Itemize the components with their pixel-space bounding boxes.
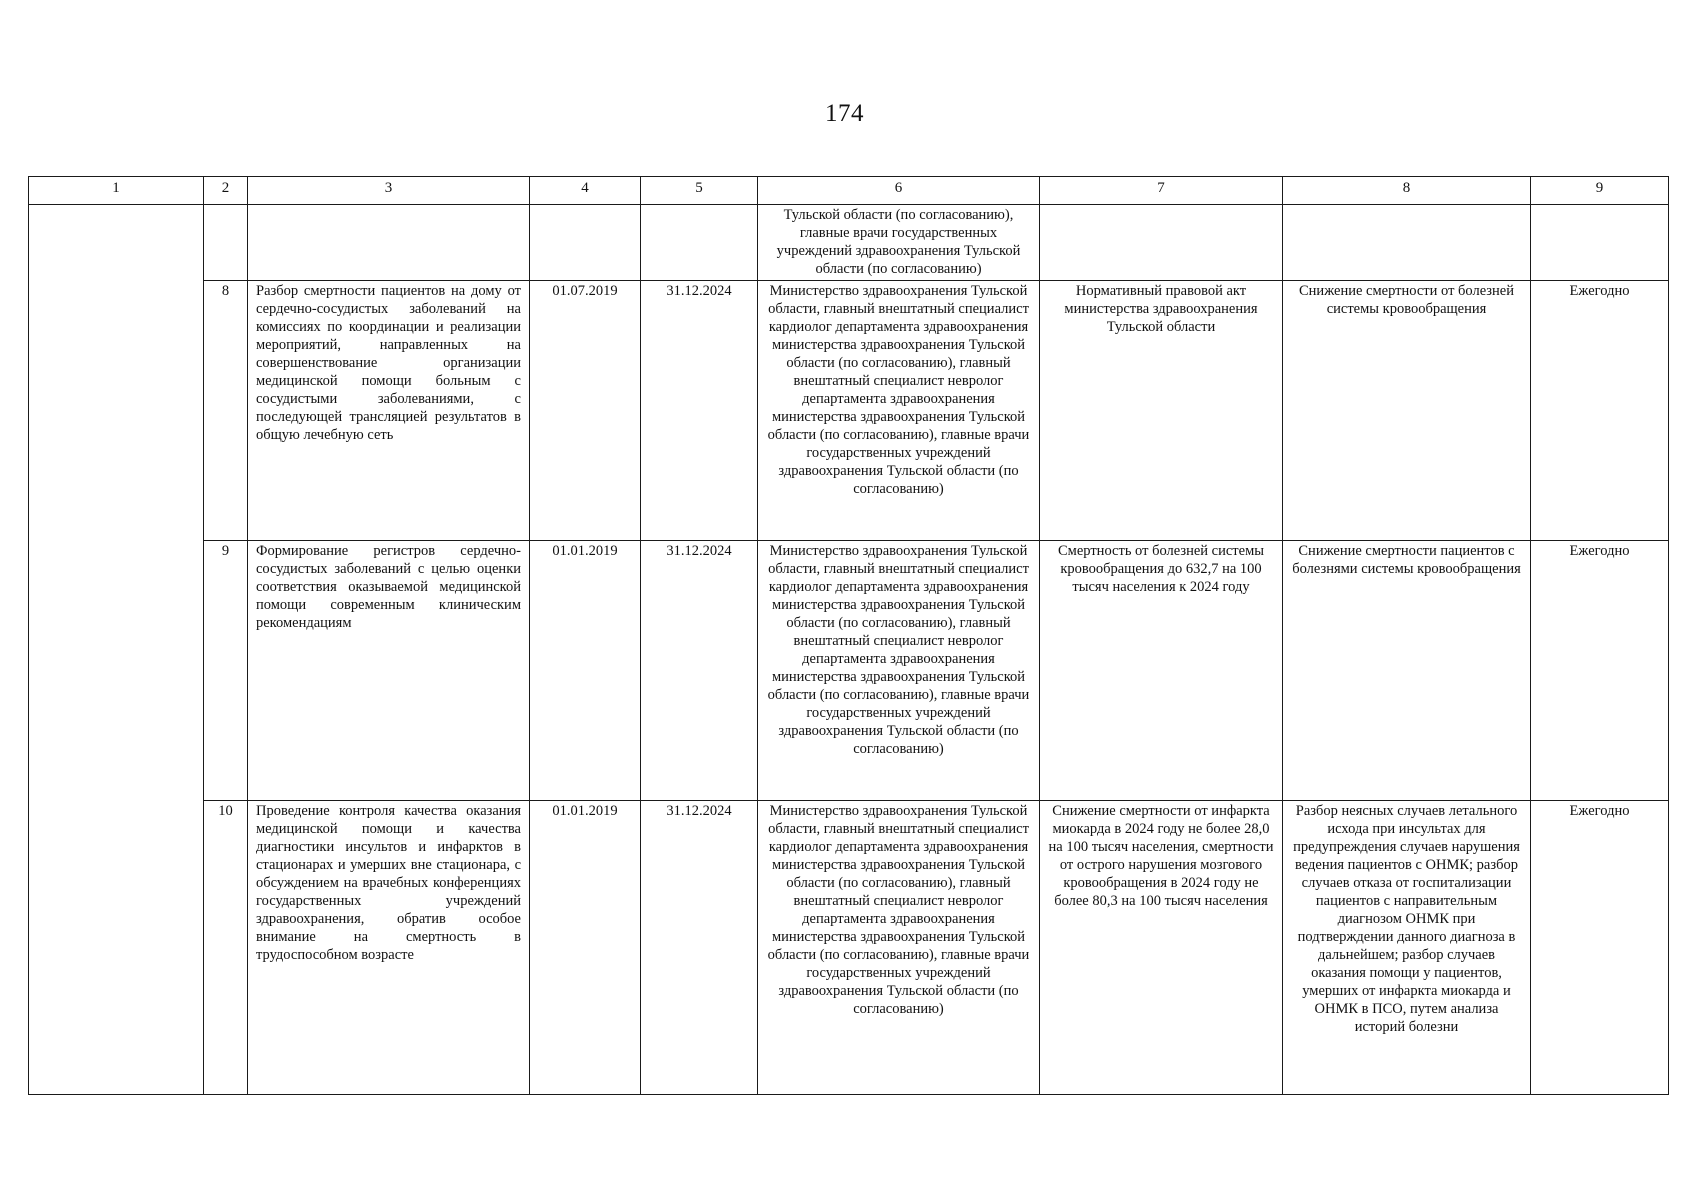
header-col-9: 9 (1531, 177, 1669, 205)
cell-responsible: Министерство здравоохранения Тульской области, главный внештатный специалист кардиолог департамента здравоохранения министерства здравоохранения Тульской области (по согласованию), главный внештатный специалист невролог департамента здравоохранения министерства здравоохранения Тульской области (по согласованию), главные врачи государственных учреждений здравоохранения Тульской области (по согласованию) (758, 801, 1040, 1095)
cell-indicator: Снижение смертности от инфаркта миокарда в 2024 году не более 28,0 на 100 тысяч населения, смертности от острого нарушения мозгового кровообращения в 2024 году не более 80,3 на 100 тысяч населения (1040, 801, 1283, 1095)
cell-end-date (641, 205, 758, 281)
cell-indicator: Нормативный правовой акт министерства здравоохранения Тульской области (1040, 281, 1283, 541)
header-col-1: 1 (29, 177, 204, 205)
cell-frequency: Ежегодно (1531, 801, 1669, 1095)
header-col-5: 5 (641, 177, 758, 205)
cell-start-date (530, 205, 641, 281)
cell-indicator (1040, 205, 1283, 281)
cell-responsible: Министерство здравоохранения Тульской области, главный внештатный специалист кардиолог департамента здравоохранения министерства здравоохранения Тульской области (по согласованию), главный внештатный специалист невролог департамента здравоохранения министерства здравоохранения Тульской области (по согласованию), главные врачи государственных учреждений здравоохранения Тульской области (по согласованию) (758, 281, 1040, 541)
header-col-4: 4 (530, 177, 641, 205)
cell-responsible: Тульской области (по согласованию), главные врачи государственных учреждений здравоохранения Тульской области (по согласованию) (758, 205, 1040, 281)
table-row (29, 541, 1669, 801)
cell-action: Формирование регистров сердечно-сосудистых заболеваний с целью оценки соответствия оказываемой медицинской помощи современным клиническим рекомендациям (248, 541, 530, 801)
cell-frequency (1531, 205, 1669, 281)
section-cell (29, 205, 204, 1095)
cell-end-date: 31.12.2024 (641, 541, 758, 801)
cell-action (248, 205, 530, 281)
cell-action: Разбор смертности пациентов на дому от сердечно-сосудистых заболеваний на комиссиях по координации и реализации мероприятий, направленных на совершенствование организации медицинской помощи больным с сосудистыми заболеваниями, с последующей трансляцией результатов в общую лечебную сеть (248, 281, 530, 541)
header-col-8: 8 (1283, 177, 1531, 205)
cell-result (1283, 205, 1531, 281)
table-row (29, 801, 1669, 1095)
cell-start-date: 01.01.2019 (530, 541, 641, 801)
header-row (29, 177, 1669, 205)
measures-table (28, 176, 1669, 1095)
header-col-3: 3 (248, 177, 530, 205)
cell-action: Проведение контроля качества оказания медицинской помощи и качества диагностики инсультов и инфарктов в стационарах и умерших вне стационара, с обсуждением на врачебных конференциях государственных учреждений здравоохранения, обратив особое внимание на смертность в трудоспособном возрасте (248, 801, 530, 1095)
cell-responsible: Министерство здравоохранения Тульской области, главный внештатный специалист кардиолог департамента здравоохранения министерства здравоохранения Тульской области (по согласованию), главный внештатный специалист невролог департамента здравоохранения министерства здравоохранения Тульской области (по согласованию), главные врачи государственных учреждений здравоохранения Тульской области (по согласованию) (758, 541, 1040, 801)
cell-end-date: 31.12.2024 (641, 801, 758, 1095)
cell-num: 9 (204, 541, 248, 801)
cell-end-date: 31.12.2024 (641, 281, 758, 541)
cell-num (204, 205, 248, 281)
cell-frequency: Ежегодно (1531, 281, 1669, 541)
cell-result: Разбор неясных случаев летального исхода при инсультах для предупреждения случаев нарушения ведения пациентов с ОНМК; разбор случаев отказа от госпитализации пациентов с направительным диагнозом ОНМК при подтверждении данного диагноза в дальнейшем; разбор случаев оказания помощи у пациентов, умерших от инфаркта миокарда и ОНМК в ПСО, путем анализа историй болезни (1283, 801, 1531, 1095)
header-col-6: 6 (758, 177, 1040, 205)
cell-num: 10 (204, 801, 248, 1095)
cell-start-date: 01.01.2019 (530, 801, 641, 1095)
table-row (29, 281, 1669, 541)
header-col-2: 2 (204, 177, 248, 205)
table-row-continuation (29, 205, 1669, 281)
cell-start-date: 01.07.2019 (530, 281, 641, 541)
cell-indicator: Смертность от болезней системы кровообращения до 632,7 на 100 тысяч населения к 2024 году (1040, 541, 1283, 801)
cell-result: Снижение смертности от болезней системы кровообращения (1283, 281, 1531, 541)
cell-num: 8 (204, 281, 248, 541)
header-col-7: 7 (1040, 177, 1283, 205)
measures-table-container (28, 176, 1668, 1095)
cell-result: Снижение смертности пациентов с болезнями системы кровообращения (1283, 541, 1531, 801)
page-number: 174 (825, 100, 864, 127)
cell-frequency: Ежегодно (1531, 541, 1669, 801)
